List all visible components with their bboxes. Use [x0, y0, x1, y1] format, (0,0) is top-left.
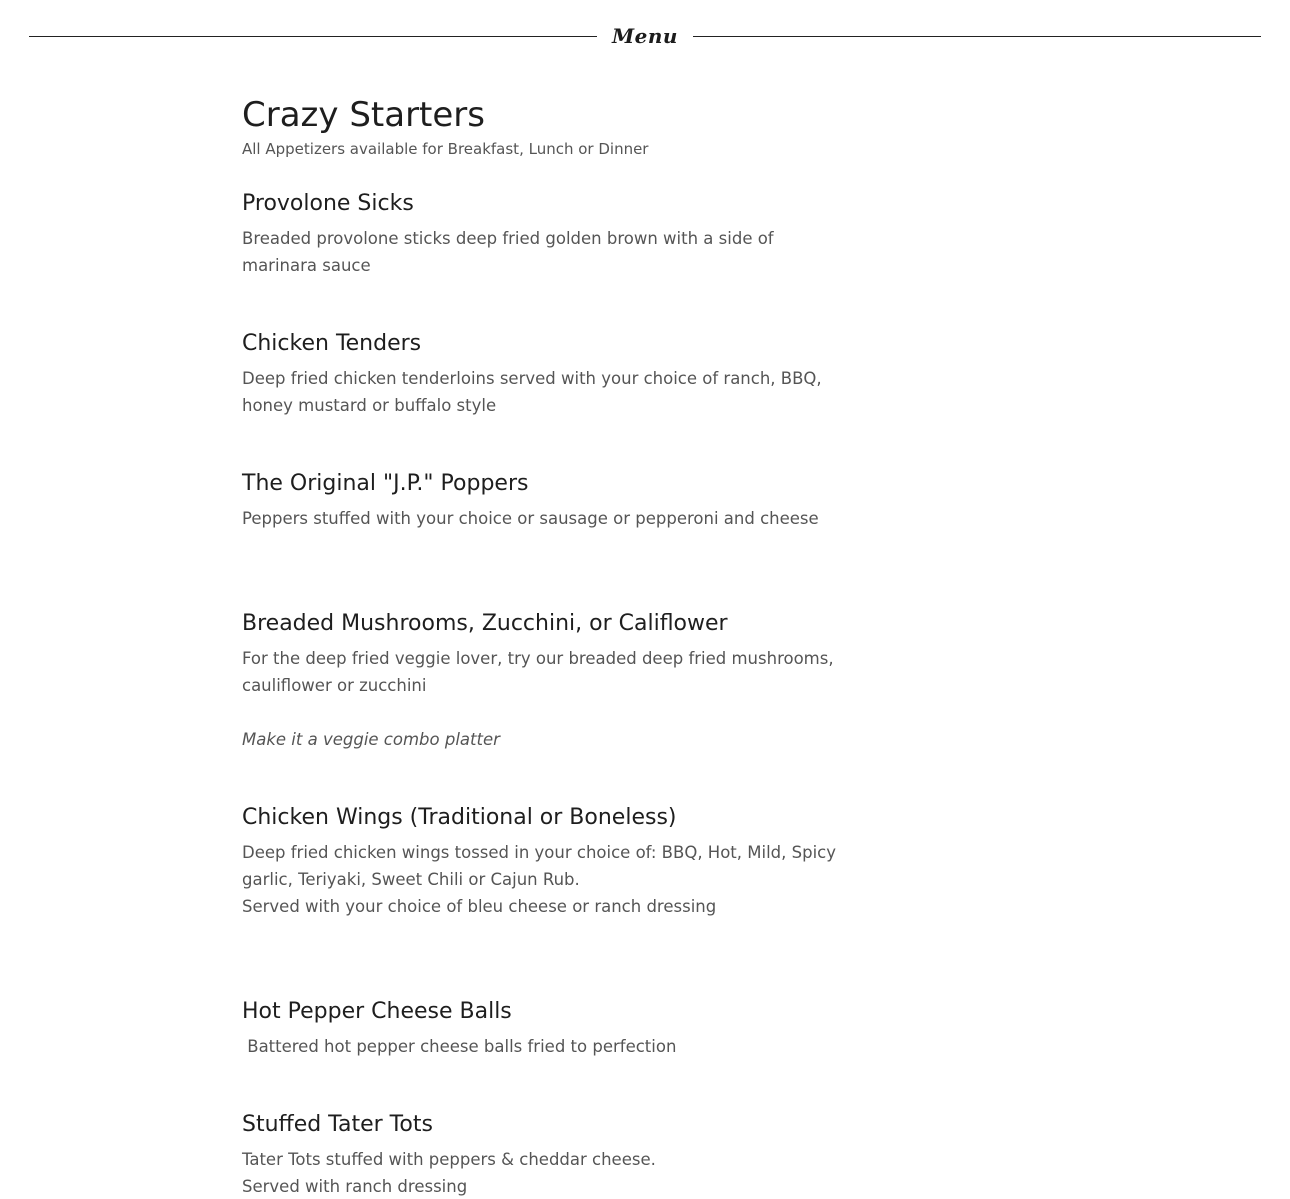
header-rule-right	[693, 36, 1261, 37]
menu-item-provolone-sticks	[242, 189, 842, 279]
item-description-line: cauliflower or zucchini	[242, 676, 427, 695]
menu-section	[242, 92, 842, 1196]
item-name: The Original "J.P." Poppers	[242, 471, 529, 496]
item-description	[242, 505, 842, 532]
section-title: Crazy Starters	[242, 95, 485, 135]
menu-item-jp-poppers	[242, 469, 842, 532]
item-description	[242, 365, 842, 419]
item-note: Make it a veggie combo platter	[242, 730, 500, 749]
menu-item-hot-pepper-cheese-balls	[242, 997, 842, 1060]
item-name: Hot Pepper Cheese Balls	[242, 999, 512, 1024]
menu-header	[29, 20, 1261, 54]
item-name: Provolone Sicks	[242, 191, 414, 216]
menu-title: Menu	[612, 24, 678, 48]
item-description-line: Served with your choice of bleu cheese or ranch dressing	[242, 897, 717, 916]
menu-item-chicken-tenders	[242, 329, 842, 419]
item-description-line: For the deep fried veggie lover, try our breaded deep fried mushrooms,	[242, 649, 834, 668]
item-description-line: honey mustard or buffalo style	[242, 396, 497, 415]
item-description	[242, 1033, 842, 1060]
item-description-line: Deep fried chicken wings tossed in your choice of: BBQ, Hot, Mild, Spicy	[242, 843, 836, 862]
item-description-line: Served with ranch dressing	[242, 1177, 468, 1196]
menu-item-chicken-wings	[242, 803, 842, 920]
item-description-line: garlic, Teriyaki, Sweet Chili or Cajun Rub.	[242, 870, 580, 889]
item-name: Breaded Mushrooms, Zucchini, or Califlower	[242, 611, 728, 636]
item-description-line: Peppers stuffed with your choice or sausage or pepperoni and cheese	[242, 509, 819, 528]
item-description-line: marinara sauce	[242, 256, 371, 275]
menu-item-stuffed-tater-tots	[242, 1110, 842, 1199]
item-description	[242, 839, 842, 920]
item-name: Chicken Tenders	[242, 331, 422, 356]
item-description-line: Breaded provolone sticks deep fried golden brown with a side of	[242, 229, 774, 248]
menu-item-breaded-veggies	[242, 609, 842, 753]
section-subtitle: All Appetizers available for Breakfast, Lunch or Dinner	[242, 140, 649, 158]
item-description-line: Deep fried chicken tenderloins served with your choice of ranch, BBQ,	[242, 369, 822, 388]
item-name: Chicken Wings (Traditional or Boneless)	[242, 805, 677, 830]
item-description	[242, 645, 842, 699]
header-rule-left	[29, 36, 597, 37]
item-description-line: Tater Tots stuffed with peppers & cheddar cheese.	[242, 1150, 656, 1169]
item-description	[242, 1146, 842, 1199]
item-description-line: Battered hot pepper cheese balls fried to perfection	[242, 1037, 677, 1056]
item-description	[242, 225, 842, 279]
item-name: Stuffed Tater Tots	[242, 1112, 433, 1137]
